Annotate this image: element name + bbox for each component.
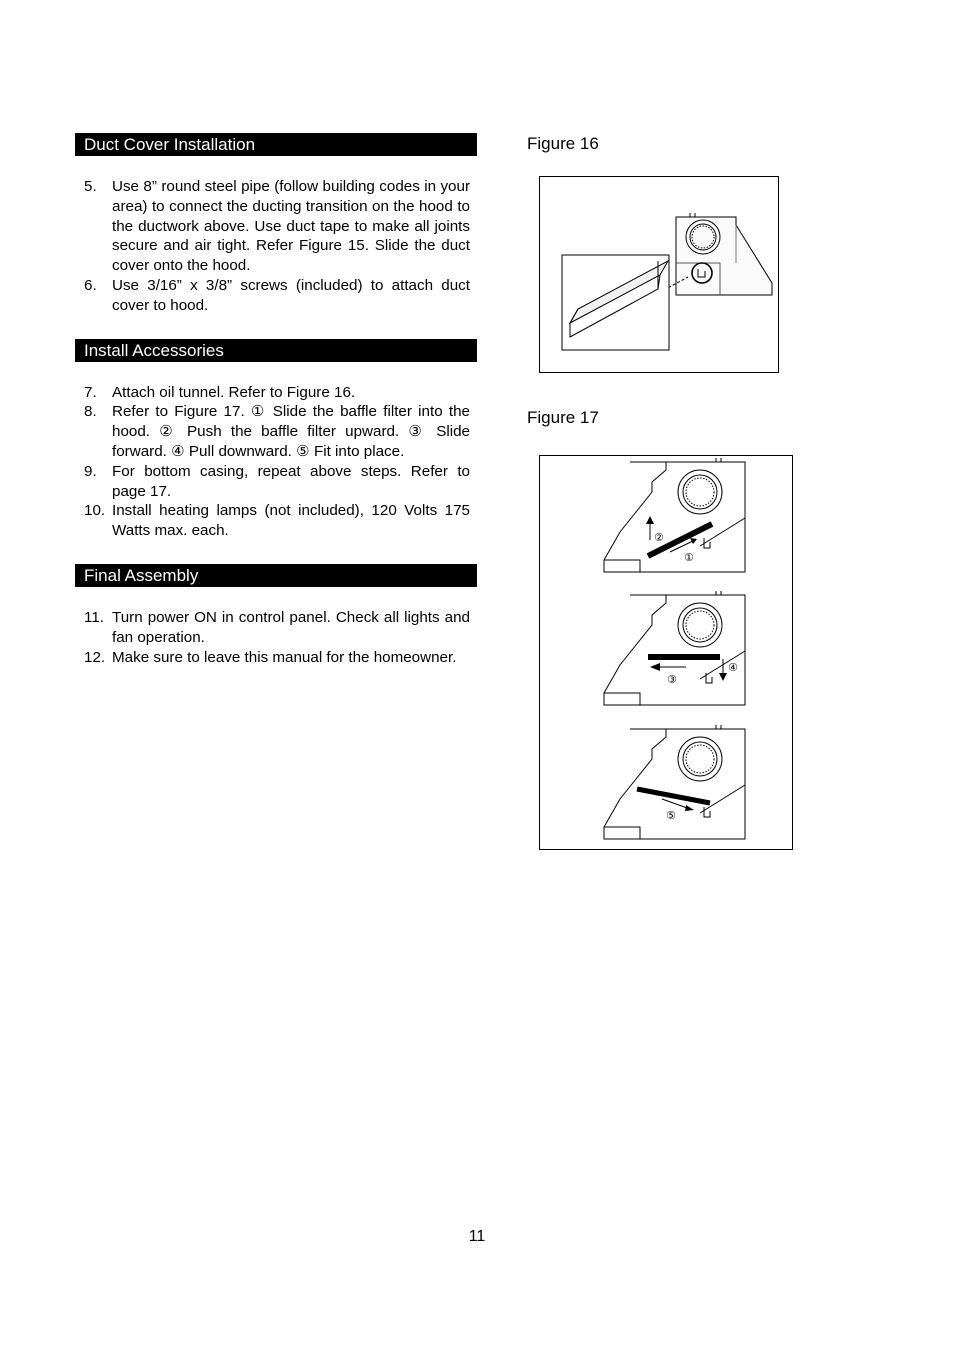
step-number: 9. [84,462,97,480]
step-number: 11. [84,608,104,626]
step-6 [75,276,477,316]
step-number: 8. [84,403,97,421]
step-text: Turn power ON in control panel. Check all lights and fan operation. [112,608,470,646]
marker-5: ⑤ [666,809,676,822]
step-12 [75,648,477,668]
marker-2: ② [654,531,664,544]
marker-3: ③ [667,673,677,686]
step-text: For bottom casing, repeat above steps. Refer to page 17. [112,462,470,500]
section-header-install-accessories: Install Accessories [75,339,477,362]
marker-1: ① [684,551,694,564]
marker-4: ④ [728,661,738,674]
step-text: Install heating lamps (not included), 120 Volts 175 Watts max. each. [112,502,470,540]
step-8 [75,402,477,461]
step-7 [75,383,477,403]
step-10 [75,501,477,541]
step-text: Use 8” round steel pipe (follow building codes in your area) to connect the ducting transition on the hood to the ductwork above. Use duct tape to make all joints secure and air tight. Refer Figure 15. Slide the duct cover onto the hood. [112,178,470,275]
left-column [75,133,477,667]
step-number: 5. [84,178,97,195]
accessories-steps [75,383,477,541]
figure-17 [539,455,793,850]
figure-17-panel-1 [604,458,745,572]
step-5 [75,177,477,276]
step-text: Use 3/16” x 3/8” screws (included) to attach duct cover to hood. [112,276,470,314]
figure-17-illustration [540,456,791,848]
duct-cover-steps [75,177,477,316]
step-number: 7. [84,383,97,401]
figure-16 [539,176,779,373]
step-text: Make sure to leave this manual for the homeowner. [112,648,457,666]
step-text: Attach oil tunnel. Refer to Figure 16. [112,383,356,401]
page-number: 11 [468,1228,486,1245]
step-number: 10. [84,502,106,520]
figure-16-illustration [540,177,777,371]
section-header-duct-cover: Duct Cover Installation [75,133,477,156]
step-11 [75,608,477,648]
figure-17-panel-3 [604,725,745,839]
final-assembly-steps [75,608,477,667]
step-number: 12. [84,648,106,666]
figure-16-label: Figure 16 [527,134,599,153]
step-text: Refer to Figure 17. ① Slide the baffle filter into the hood. ② Push the baffle filter upward. ③ Slide forward. ④ Pull downward. ⑤ Fit into place. [112,403,470,460]
step-number: 6. [84,276,97,294]
figure-17-panel-2 [604,591,745,705]
figure-17-label: Figure 17 [527,408,599,427]
step-9 [75,462,477,502]
section-header-final-assembly: Final Assembly [75,564,477,587]
